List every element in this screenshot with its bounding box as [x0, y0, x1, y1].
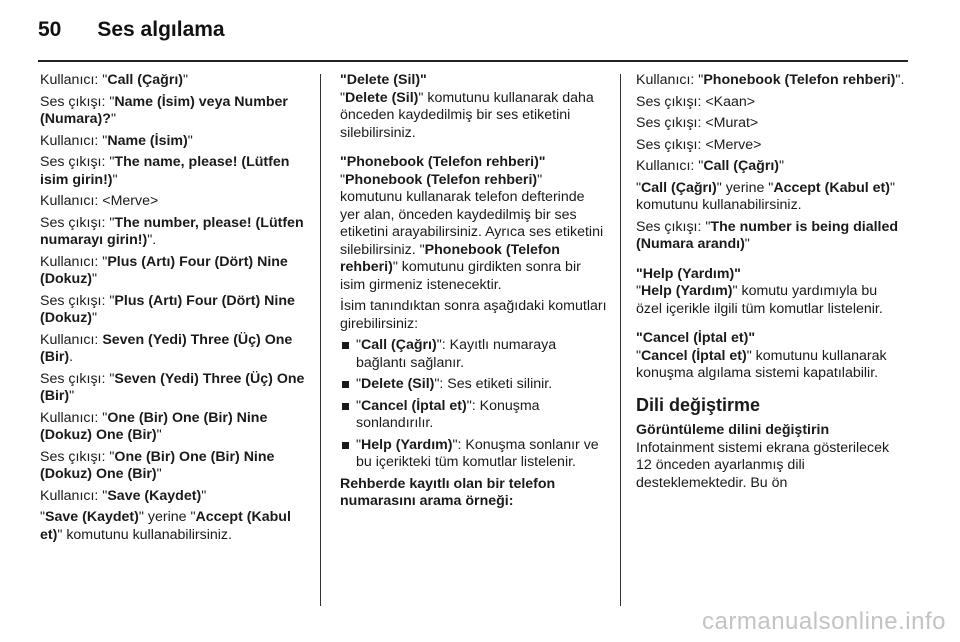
- column-2: [340, 72, 608, 511]
- dialog-line: Ses çıkışı: "The number, please! (Lütfen numarayı girin!)".: [40, 214, 304, 248]
- dialog-line: Ses çıkışı: <Kaan>: [636, 93, 756, 110]
- dialog-line: Ses çıkışı: "The name, please! (Lütfen isim girin!)": [40, 154, 290, 188]
- list-item: "Cancel (İptal et)": Konuşma sonlandırılır.: [340, 398, 608, 433]
- section-heading: Dili değiştirme: [636, 394, 761, 415]
- dialog-line: Kullanıcı: "Phonebook (Telefon rehberi)".: [636, 72, 905, 88]
- header-rule: [38, 60, 908, 62]
- subsection-heading: Görüntüleme dilini değiştirin: [636, 422, 830, 438]
- page-header: [38, 18, 225, 42]
- dialog-line: Kullanıcı: "Name (İsim)": [40, 132, 193, 149]
- dialog-line: Ses çıkışı: <Merve>: [636, 136, 762, 153]
- phonebook-heading: "Phonebook (Telefon rehberi)": [340, 154, 546, 170]
- dialog-line: Ses çıkışı: "Seven (Yedi) Three (Üç) One (Bir)": [40, 370, 305, 404]
- cancel-body: "Cancel (İptal et)" komutunu kullanarak konuşma algılama sistemi kapatılabilir.: [636, 347, 887, 381]
- help-heading: "Help (Yardım)": [636, 265, 741, 282]
- command-list: [340, 337, 608, 472]
- dialog-line: Kullanıcı: Seven (Yedi) Three (Üç) One (Bir).: [40, 331, 293, 365]
- language-body: Infotainment sistemi ekrana gösterilecek 12 önceden ayarlanmış dili desteklemektedir. Bu ön: [636, 439, 890, 491]
- dialog-line: Ses çıkışı: "Name (İsim) veya Number (Numara)?": [40, 93, 288, 127]
- dialog-line: Kullanıcı: "Call (Çağrı)": [40, 72, 189, 88]
- phonebook-body: "Phonebook (Telefon rehberi)" komutunu kullanarak telefon defterinde yer alan, önceden kaydedilmiş bir ses etiketini arayabilirsiniz. Ayrıca ses etiketini silebilirsiniz. "Phonebook (Telefon rehberi)" komutunu girdikten sonra bir isim girmeniz istenecektir.: [340, 171, 604, 293]
- help-body: "Help (Yardım)" komutu yardımıyla bu özel içerikle ilgili tüm komutlar listelenir.: [636, 283, 883, 317]
- example-heading: Rehberde kayıtlı olan bir telefon numarasını arama örneği:: [340, 475, 556, 509]
- column-3: [636, 72, 906, 496]
- column-divider: [320, 74, 321, 606]
- dialog-line: Ses çıkışı: "One (Bir) One (Bir) Nine (Dokuz) One (Bir)": [40, 448, 275, 482]
- dialog-line: Ses çıkışı: "Plus (Artı) Four (Dört) Nine (Dokuz)": [40, 292, 295, 326]
- square-bullet-icon: [342, 381, 349, 388]
- list-item: "Delete (Sil)": Ses etiketi silinir.: [340, 376, 608, 394]
- dialog-line: Kullanıcı: "Save (Kaydet)": [40, 487, 207, 504]
- commands-intro: İsim tanındıktan sonra aşağıdaki komutları girebilirsiniz:: [340, 298, 607, 332]
- cancel-heading: "Cancel (İptal et)": [636, 330, 756, 346]
- page-number: 50: [38, 18, 62, 41]
- list-item: "Help (Yardım)": Konuşma sonlanır ve bu içerikteki tüm komutlar listelenir.: [340, 437, 608, 472]
- square-bullet-icon: [342, 442, 349, 449]
- column-divider: [620, 74, 621, 606]
- note-line: "Call (Çağrı)" yerine "Accept (Kabul et)" komutunu kullanabilirsiniz.: [636, 179, 896, 213]
- note-line: "Save (Kaydet)" yerine "Accept (Kabul et)" komutunu kullanabilirsiniz.: [40, 509, 291, 543]
- watermark: carmanualsonline.info: [702, 608, 946, 635]
- delete-body: "Delete (Sil)" komutunu kullanarak daha önceden kaydedilmiş bir ses etiketini silebilirsiniz.: [340, 89, 594, 141]
- dialog-line: Ses çıkışı: <Murat>: [636, 115, 759, 131]
- dialog-line: Kullanıcı: <Merve>: [40, 193, 159, 209]
- square-bullet-icon: [342, 342, 349, 349]
- dialog-line: Kullanıcı: "Plus (Artı) Four (Dört) Nine (Dokuz)": [40, 253, 288, 287]
- column-1: [40, 72, 308, 548]
- dialog-line: Ses çıkışı: "The number is being dialled (Numara arandı)": [636, 218, 899, 252]
- delete-heading: "Delete (Sil)": [340, 72, 427, 88]
- list-item: "Call (Çağrı)": Kayıtlı numaraya bağlantı sağlanır.: [340, 337, 608, 372]
- dialog-line: Kullanıcı: "One (Bir) One (Bir) Nine (Dokuz) One (Bir)": [40, 409, 268, 443]
- square-bullet-icon: [342, 403, 349, 410]
- page-title: Ses algılama: [97, 18, 225, 41]
- dialog-line: Kullanıcı: "Call (Çağrı)": [636, 158, 785, 174]
